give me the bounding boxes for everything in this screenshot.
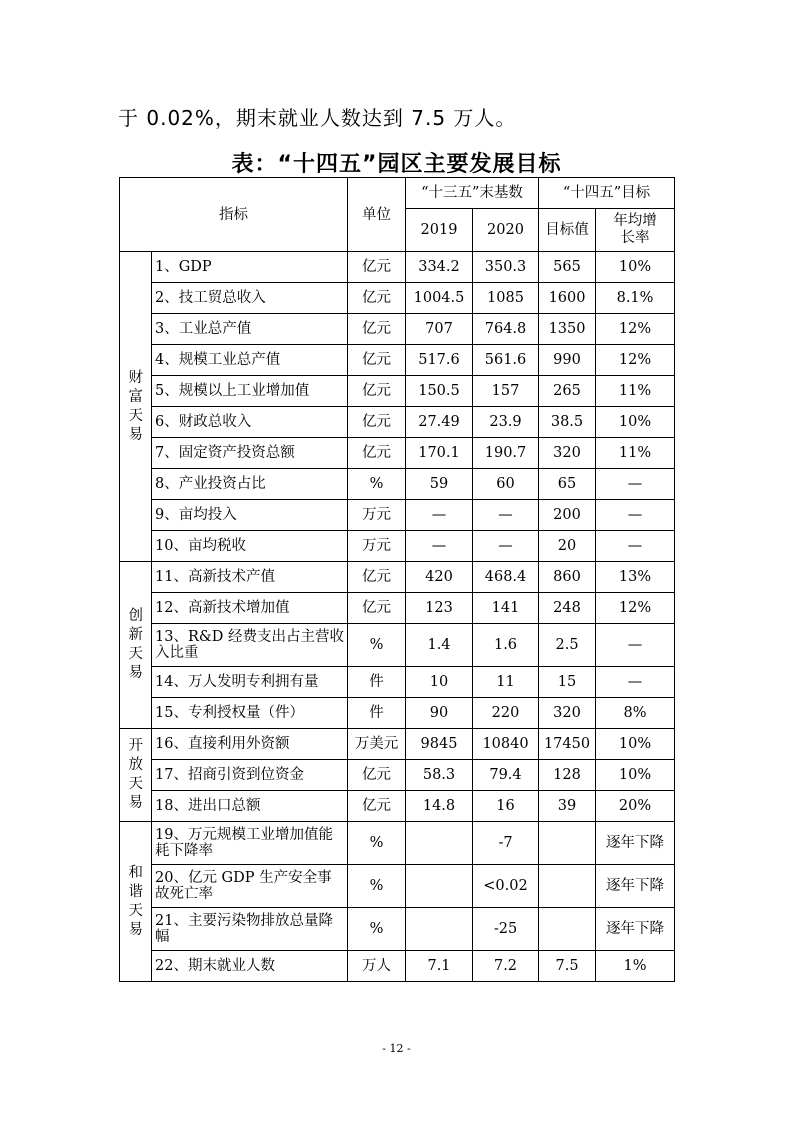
annual-growth-cell: 10% [596,760,675,791]
intro-text: 于 0.02%，期末就业人数达到 7.5 万人。 [118,106,517,130]
header-row-1 [120,178,675,209]
target-value-cell: 860 [539,562,596,593]
unit-cell: 件 [348,698,406,729]
header-base-group: “十三五”末基数 [406,178,539,209]
annual-growth-cell: 11% [596,376,675,407]
table-row [120,500,675,531]
unit-cell: % [348,469,406,500]
annual-growth-cell: 逐年下降 [596,865,675,908]
unit-cell: 万元 [348,500,406,531]
table-row [120,314,675,345]
annual-growth-cell: 20% [596,791,675,822]
annual-growth-cell: 13% [596,562,675,593]
value-2019-cell: 27.49 [406,407,473,438]
indicator-cell: 6、财政总收入 [152,407,348,438]
target-value-cell: 20 [539,531,596,562]
target-value-cell: 65 [539,469,596,500]
header-2019: 2019 [406,209,473,252]
target-value-cell [539,822,596,865]
annual-growth-cell: 8.1% [596,283,675,314]
value-2019-cell: 420 [406,562,473,593]
unit-cell: 件 [348,667,406,698]
table-row [120,438,675,469]
target-value-cell: 7.5 [539,951,596,982]
annual-growth-cell: 1% [596,951,675,982]
annual-growth-cell: 逐年下降 [596,822,675,865]
indicator-cell: 7、固定资产投资总额 [152,438,348,469]
target-value-cell: 200 [539,500,596,531]
table-row [120,822,675,865]
unit-cell: 万元 [348,531,406,562]
indicator-cell: 4、规模工业总产值 [152,345,348,376]
table-row [120,760,675,791]
value-2020-cell: 1.6 [473,624,539,667]
annual-growth-cell: 8% [596,698,675,729]
value-2019-cell: — [406,531,473,562]
target-value-cell: 565 [539,252,596,283]
value-2019-cell: 1004.5 [406,283,473,314]
group-label-cell [120,822,152,982]
value-2019-cell: 123 [406,593,473,624]
indicator-cell: 11、高新技术产值 [152,562,348,593]
indicator-cell: 14、万人发明专利拥有量 [152,667,348,698]
group-label: 财富天易 [128,369,143,443]
indicator-cell: 1、GDP [152,252,348,283]
value-2020-cell: 141 [473,593,539,624]
indicator-cell: 9、亩均投入 [152,500,348,531]
unit-cell: 亿元 [348,593,406,624]
unit-cell: 亿元 [348,252,406,283]
value-2019-cell [406,822,473,865]
table-row [120,908,675,951]
annual-growth-cell: — [596,500,675,531]
group-label: 和谐天易 [128,864,143,938]
indicator-cell: 13、R&D 经费支出占主营收入比重 [152,624,348,667]
unit-cell: % [348,908,406,951]
value-2019-cell: 7.1 [406,951,473,982]
table-row [120,469,675,500]
annual-growth-cell: 12% [596,593,675,624]
table-row [120,531,675,562]
indicator-cell: 22、期末就业人数 [152,951,348,982]
unit-cell: 万美元 [348,729,406,760]
table-row [120,865,675,908]
target-value-cell [539,865,596,908]
target-value-cell: 1600 [539,283,596,314]
indicator-cell: 21、主要污染物排放总量降幅 [152,908,348,951]
table-row [120,283,675,314]
unit-cell: 亿元 [348,407,406,438]
indicator-cell: 20、亿元 GDP 生产安全事故死亡率 [152,865,348,908]
value-2019-cell: 14.8 [406,791,473,822]
unit-cell: 亿元 [348,438,406,469]
unit-cell: 亿元 [348,760,406,791]
value-2019-cell: 90 [406,698,473,729]
target-value-cell: 320 [539,698,596,729]
indicator-cell: 8、产业投资占比 [152,469,348,500]
value-2020-cell: 190.7 [473,438,539,469]
value-2020-cell: 60 [473,469,539,500]
table-row [120,345,675,376]
value-2020-cell: 11 [473,667,539,698]
unit-cell: 亿元 [348,376,406,407]
table-row [120,376,675,407]
annual-growth-cell: 10% [596,407,675,438]
annual-growth-cell: 12% [596,314,675,345]
group-label: 开放天易 [128,738,143,811]
annual-growth-cell: 逐年下降 [596,908,675,951]
indicator-cell: 18、进出口总额 [152,791,348,822]
target-value-cell: 1350 [539,314,596,345]
header-2020: 2020 [473,209,539,252]
value-2020-cell: 350.3 [473,252,539,283]
target-value-cell: 15 [539,667,596,698]
annual-growth-cell: 12% [596,345,675,376]
value-2019-cell: 59 [406,469,473,500]
header-annual-growth: 年均增长率 [613,213,657,246]
annual-growth-cell: 11% [596,438,675,469]
table-row [120,698,675,729]
value-2019-cell: 170.1 [406,438,473,469]
indicator-cell: 17、招商引资到位资金 [152,760,348,791]
annual-growth-cell: — [596,667,675,698]
value-2019-cell: 1.4 [406,624,473,667]
indicator-cell: 3、工业总产值 [152,314,348,345]
value-2019-cell: 150.5 [406,376,473,407]
table-row [120,667,675,698]
target-value-cell: 128 [539,760,596,791]
value-2020-cell: 468.4 [473,562,539,593]
unit-cell: 亿元 [348,314,406,345]
table-row [120,252,675,283]
value-2019-cell: 58.3 [406,760,473,791]
indicator-cell: 15、专利授权量（件） [152,698,348,729]
unit-cell: 亿元 [348,791,406,822]
table-row [120,562,675,593]
table-row [120,624,675,667]
target-value-cell [539,908,596,951]
value-2019-cell [406,908,473,951]
development-targets-table [119,177,675,982]
value-2020-cell: <0.02 [473,865,539,908]
target-value-cell: 320 [539,438,596,469]
value-2019-cell: — [406,500,473,531]
annual-growth-cell: — [596,624,675,667]
unit-cell: % [348,624,406,667]
unit-cell: % [348,865,406,908]
value-2020-cell: -7 [473,822,539,865]
indicator-cell: 16、直接利用外资额 [152,729,348,760]
value-2020-cell: 7.2 [473,951,539,982]
value-2020-cell: -25 [473,908,539,951]
value-2020-cell: 1085 [473,283,539,314]
header-target-value: 目标值 [539,209,596,252]
value-2020-cell: 10840 [473,729,539,760]
indicator-cell: 12、高新技术增加值 [152,593,348,624]
table-title: 表：“十四五”园区主要发展目标 [231,152,562,177]
value-2019-cell: 707 [406,314,473,345]
header-target-group: “十四五”目标 [539,178,675,209]
group-label: 创新天易 [128,608,143,681]
value-2020-cell: 764.8 [473,314,539,345]
value-2020-cell: — [473,500,539,531]
value-2019-cell: 10 [406,667,473,698]
indicator-cell: 2、技工贸总收入 [152,283,348,314]
value-2019-cell: 334.2 [406,252,473,283]
page-number: - 12 - [382,1042,411,1055]
target-value-cell: 2.5 [539,624,596,667]
indicator-cell: 10、亩均税收 [152,531,348,562]
target-value-cell: 17450 [539,729,596,760]
value-2019-cell: 9845 [406,729,473,760]
table-row [120,791,675,822]
value-2019-cell: 517.6 [406,345,473,376]
value-2020-cell: 220 [473,698,539,729]
unit-cell: 亿元 [348,283,406,314]
header-indicator: 指标 [120,178,348,252]
group-label-cell [120,562,152,729]
value-2020-cell: 157 [473,376,539,407]
table-row [120,951,675,982]
group-label-cell [120,729,152,822]
group-label-cell [120,252,152,562]
target-value-cell: 990 [539,345,596,376]
annual-growth-cell: — [596,469,675,500]
value-2019-cell [406,865,473,908]
value-2020-cell: — [473,531,539,562]
value-2020-cell: 16 [473,791,539,822]
value-2020-cell: 561.6 [473,345,539,376]
indicator-cell: 19、万元规模工业增加值能耗下降率 [152,822,348,865]
unit-cell: 亿元 [348,562,406,593]
annual-growth-cell: 10% [596,252,675,283]
table-row [120,729,675,760]
header-unit: 单位 [348,178,406,252]
value-2020-cell: 79.4 [473,760,539,791]
unit-cell: 亿元 [348,345,406,376]
value-2020-cell: 23.9 [473,407,539,438]
target-value-cell: 39 [539,791,596,822]
unit-cell: 万人 [348,951,406,982]
indicator-cell: 5、规模以上工业增加值 [152,376,348,407]
table-row [120,407,675,438]
target-value-cell: 265 [539,376,596,407]
unit-cell: % [348,822,406,865]
target-value-cell: 38.5 [539,407,596,438]
table-body [120,252,675,982]
target-value-cell: 248 [539,593,596,624]
annual-growth-cell: 10% [596,729,675,760]
annual-growth-cell: — [596,531,675,562]
table-row [120,593,675,624]
